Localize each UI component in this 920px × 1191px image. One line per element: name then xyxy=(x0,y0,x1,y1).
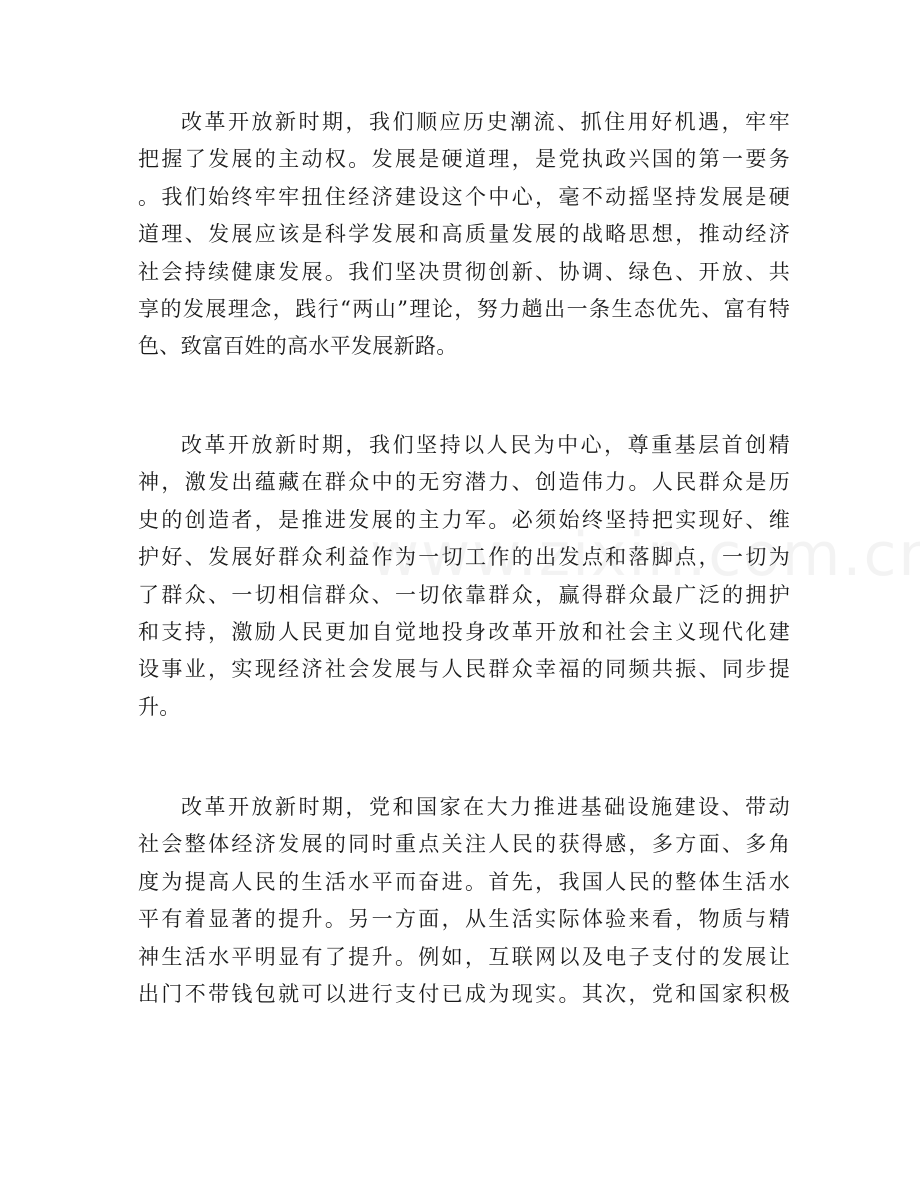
text-line: 和支持，激励人民更加自觉地投身改革开放和社会主义现代化建 xyxy=(138,619,790,644)
text-line: 神，激发出蕴藏在群众中的无穷潜力、创造伟力。人民群众是历 xyxy=(138,470,790,495)
text-line: 护好、发展好群众利益作为一切工作的出发点和落脚点，一切为 xyxy=(138,545,790,570)
text-line: 改革开放新时期，党和国家在大力推进基础设施建设、带动 xyxy=(181,795,790,819)
text-line: 度为提高人民的生活水平而奋进。首先，我国人民的整体生活水 xyxy=(138,869,790,894)
paragraph-3 xyxy=(138,789,790,1013)
text-line: 出门不带钱包就可以进行支付已成为现实。其次，党和国家积极 xyxy=(138,981,790,1006)
text-line: 色、致富百姓的高水平发展新路。 xyxy=(138,334,458,359)
text-line: 升。 xyxy=(138,694,181,719)
text-line: 神生活水平明显有了提升。例如，互联网以及电子支付的发展让 xyxy=(138,944,790,969)
text-line: 社会持续健康发展。我们坚决贯彻创新、协调、绿色、开放、共 xyxy=(138,259,790,284)
paragraph-1 xyxy=(138,104,790,366)
text-line: 了群众、一切相信群众、一切依靠群众，赢得群众最广泛的拥护 xyxy=(138,582,790,607)
text-line: 设事业，实现经济社会发展与人民群众幸福的同频共振、同步提 xyxy=(138,657,790,682)
text-line: 改革开放新时期，我们顺应历史潮流、抓住用好机遇，牢牢 xyxy=(181,110,790,134)
text-line: 平有着显著的提升。另一方面，从生活实际体验来看，物质与精 xyxy=(138,907,790,932)
text-line: 史的创造者，是推进发展的主力军。必须始终坚持把实现好、维 xyxy=(138,507,790,532)
text-line: 社会整体经济发展的同时重点关注人民的获得感，多方面、多角 xyxy=(138,832,790,857)
text-line: 把握了发展的主动权。发展是硬道理，是党执政兴国的第一要务 xyxy=(138,147,790,172)
text-line: 。我们始终牢牢扭住经济建设这个中心，毫不动摇坚持发展是硬 xyxy=(138,184,790,209)
paragraph-2 xyxy=(138,427,790,726)
text-line: 改革开放新时期，我们坚持以人民为中心，尊重基层首创精 xyxy=(181,433,790,457)
text-line: 享的发展理念，践行“两山”理论，努力趟出一条生态优先、富有特 xyxy=(138,296,790,321)
text-line: 道理、发展应该是科学发展和高质量发展的战略思想，推动经济 xyxy=(138,222,790,247)
